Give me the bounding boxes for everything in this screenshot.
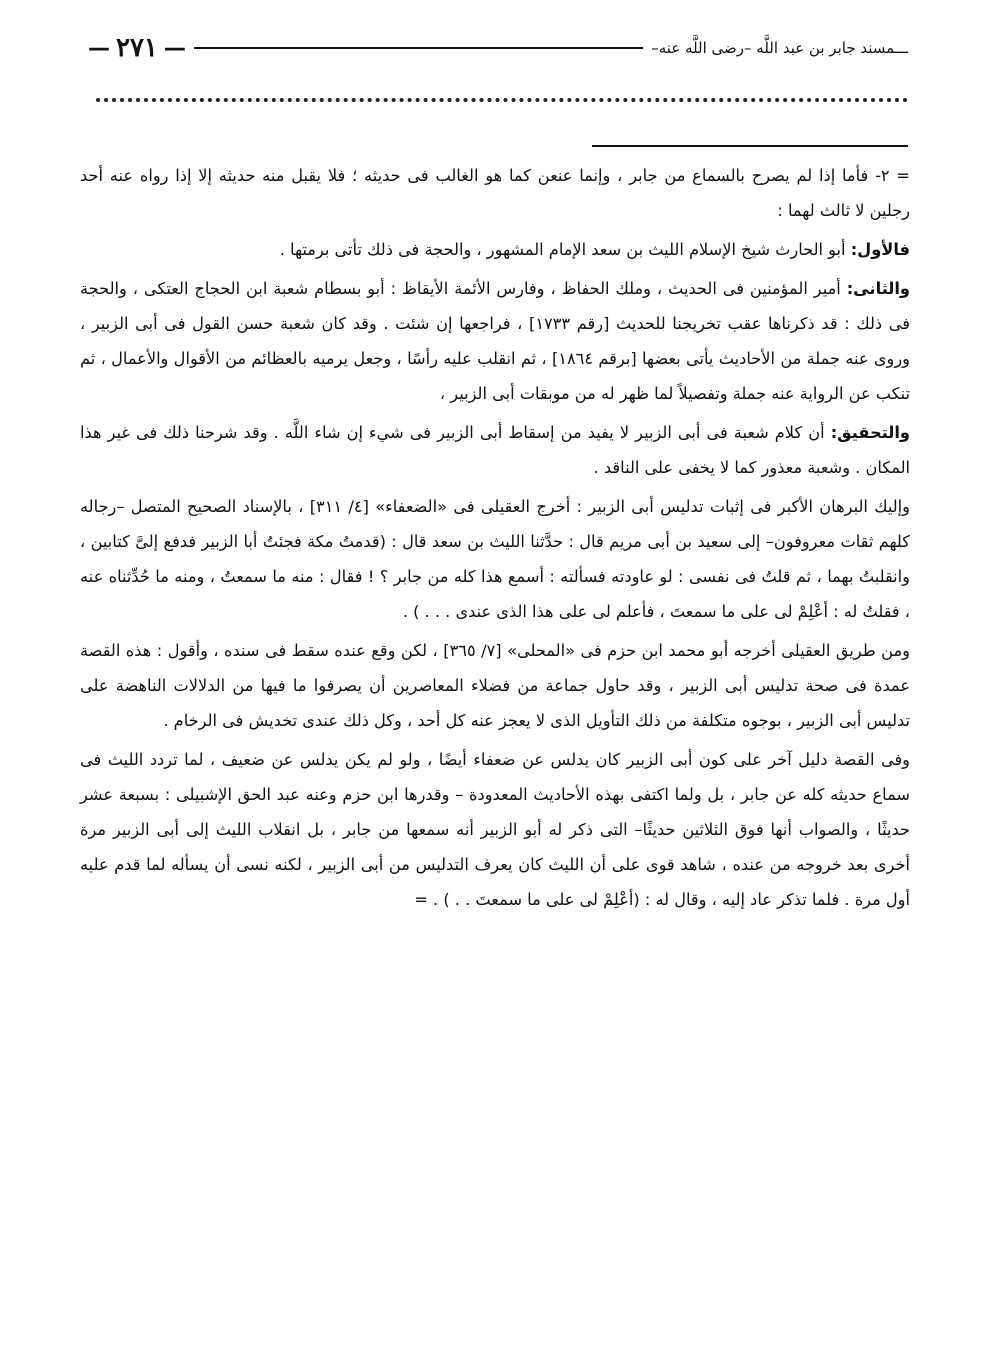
- paragraph-4-lead: والتحقيق:: [830, 423, 910, 442]
- paragraph-4: [80, 415, 910, 485]
- paragraph-3: [80, 271, 910, 411]
- paragraph-7: [80, 742, 910, 917]
- paragraph-1: [80, 158, 910, 228]
- paragraph-6: [80, 633, 910, 738]
- header-dash: —: [88, 35, 110, 61]
- paragraph-4-text: أن كلام شعبة فى أبى الزبير لا يفيد من إسقاط أبى الزبير فى شيء إن شاء اللَّه . وقد شرحنا ذلك فى غير هذا المكان . وشعبة معذور كما لا يخفى على الناقد .: [80, 423, 910, 477]
- page-header: [88, 28, 908, 68]
- paragraph-3-text: أمير المؤمنين فى الحديث ، وملك الحفاظ ، وفارس الأئمة الأيقاظ : أبو بسطام شعبة ابن الحجاج العتكى ، والحجة فى ذلك : قد ذكرناها عقب تخريجنا للحديث [رقم ١٧٣٣] ، فراجعها إن شئت . وقد كان شعبة حسن القول فى أبى الزبير ، وروى عنه جملة من الأحاديث يأتى بعضها [برقم ١٨٦٤] ، ثم انقلب عليه رأسًا ، وجعل يرميه بالعظائم من الأقوال والأعمال ، ثم تنكب عن الرواية عنه جملة وتفصيلاً لما ظهر له من موبقات أبى الزبير ،: [80, 279, 910, 403]
- paragraph-6-text: ومن طريق العقيلى أخرجه أبو محمد ابن حزم فى «المحلى» [٧/ ٣٦٥] ، لكن وقع عنده سقط فى سنده ، وأقول : هذه القصة عمدة فى صحة تدليس أبى الزبير ، وقد حاول جماعة من فضلاء المعاصرين أن يصرفوا ما فيها من الدلالات الناهضة على تدليس أبى الزبير ، بوجوه متكلفة من ذلك التأويل الذى لا يعجز عنه كل أحد ، وكل ذلك عندى تخديش فى الرخام .: [80, 641, 910, 730]
- paragraph-5-text: وإليك البرهان الأكبر فى إثبات تدليس أبى الزبير : أخرج العقيلى فى «الضعفاء» [٤/ ٣١١] ، بالإسناد الصحيح المتصل –رجاله كلهم ثقات معروفون– إلى سعيد بن أبى مريم قال : حدَّثنا الليث بن سعد قال : (قدمتُ مكة فجئتُ أبا الزبير فدفع إلىَّ كتابين ، وانقلبتُ بهما ، ثم قلتُ فى نفسى : لو عاودته فسألته : أسمع هذا كله من جابر ؟ ! فقال : منه ما سمعتُ ، ومنه ما حُدِّثناه عنه ، فقلتُ له : أعْلِمْ لى على ما سمعتَ ، فأعلم لى على هذا الذى عندى . . . ) .: [80, 497, 910, 621]
- dotted-separator: [96, 98, 908, 102]
- running-title: ـــمسند جابر بن عبد اللَّه –رضى اللَّه عنه–: [651, 39, 908, 57]
- header-rule: [194, 47, 643, 49]
- paragraph-2: [80, 232, 910, 267]
- footnote-body: [80, 158, 910, 921]
- paragraph-2-lead: فالأول:: [850, 240, 910, 259]
- header-dash-right: —: [163, 35, 186, 61]
- paragraph-7-text: وفى القصة دليل آخر على كون أبى الزبير كان يدلس عن ضعفاء أيضًا ، ولو لم يكن يدلس عن ضعيف ، لما تردد الليث فى سماع حديثه كله عن جابر ، بل ولما اكتفى بهذه الأحاديث المعدودة – وقدرها ابن حزم وعنه عبد الحق الإشبيلى : بسبعة عشر حديثًا ، والصواب أنها فوق الثلاثين حديثًا– التى ذكر له أبو الزبير أنه سمعها من جابر ، بل انقلاب الليث إلى أبى الزبير مرة أخرى بعد خروجه من عنده ، شاهد قوى على أن الليث كان يعرف التدليس من أبى الزبير ، لكنه نسى أن يسأله لما قدم عليه أول مرة . فلما تذكر عاد إليه ، وقال له : (أعْلِمْ لى على ما سمعتَ . . ) . =: [80, 750, 910, 909]
- page-number: ٢٧١: [116, 33, 158, 63]
- paragraph-2-text: أبو الحارث شيخ الإسلام الليث بن سعد الإمام المشهور ، والحجة فى ذلك تأتى برمتها .: [279, 240, 851, 259]
- paragraph-1-text: = ٢- فأما إذا لم يصرح بالسماع من جابر ، وإنما عنعن كما هو الغالب فى حديثه ؛ فلا يقبل منه حديثه إلا إذا رواه عنه أحد رجلين لا ثالث لهما :: [80, 166, 910, 220]
- footnote-separator-rule: [592, 145, 908, 147]
- paragraph-3-lead: والثانى:: [846, 279, 910, 298]
- paragraph-5: [80, 489, 910, 629]
